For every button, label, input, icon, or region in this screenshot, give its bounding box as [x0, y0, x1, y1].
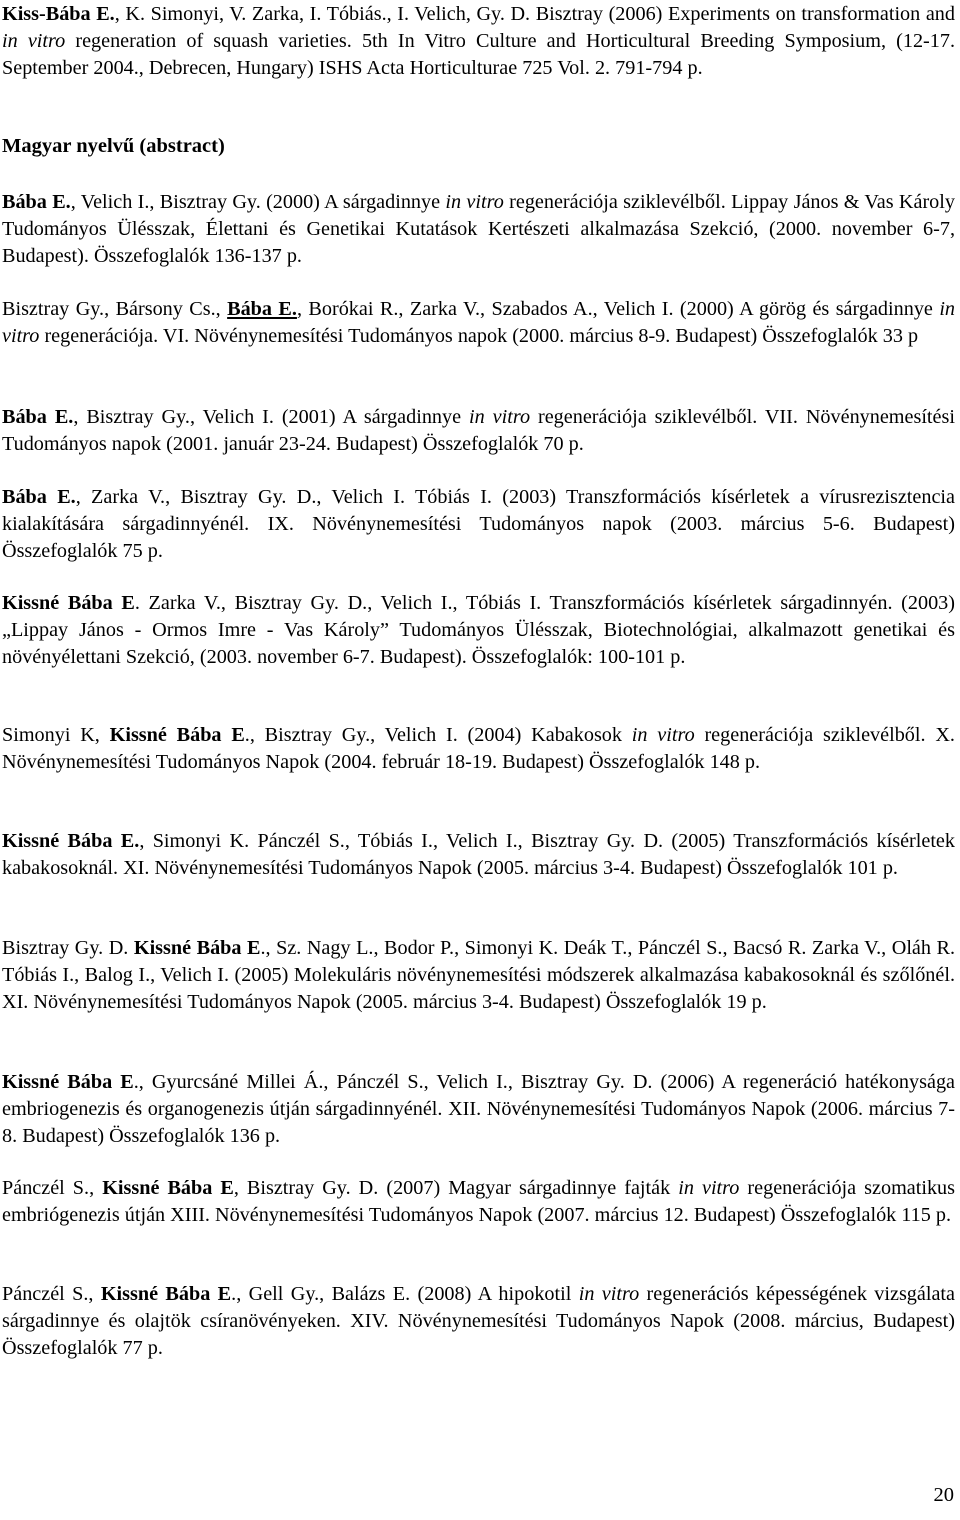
- reference-entry: [2, 590, 955, 671]
- reference-text: regeneration of squash varieties. 5th In Vitro Culture and Horticultural Breeding Symposium, (12-17. September 2004., Debrecen, Hungary) ISHS Acta Horticulturae 725 Vol. 2. 791-794 p.: [2, 30, 955, 79]
- reference-text: , Velich I., Bisztray Gy. (2000) A sárgadinnye: [70, 191, 446, 213]
- reference-text: Bisztray Gy., Bársony Cs.,: [2, 298, 228, 320]
- reference-text: regenerációja szomatikus embriógenezis útján XIII. Növénynemesítési Tudományos Napok (2007. március 12. Budapest) Összefoglalók 115 p.: [2, 1177, 955, 1226]
- author-highlight: Bába E.: [227, 298, 297, 320]
- reference-text: Pánczél S.,: [2, 1177, 103, 1199]
- reference-text: , Borókai R., Zarka V., Szabados A., Velich I. (2000) A görög és sárgadinnye: [296, 298, 940, 320]
- author-highlight: Bába E.: [2, 191, 71, 213]
- reference-text: regenerációs képességének vizsgálata sárgadinnye és olajtök csíranövényeken. XIV. Növénynemesítési Tudományos Napok (2008. március, Budapest) Összefoglalók 77 p.: [2, 1283, 955, 1359]
- author-highlight: Kissné Bába E: [2, 592, 135, 614]
- reference-text: Simonyi K,: [2, 724, 110, 746]
- author-highlight: Bába E.: [2, 486, 76, 508]
- reference-text: , Bisztray Gy. D. (2007) Magyar sárgadinnye fajták: [233, 1177, 679, 1199]
- author-highlight: Kissné Bába E.: [2, 830, 140, 852]
- reference-text: . Zarka V., Bisztray Gy. D., Velich I., Tóbiás I. Transzformációs kísérletek sárgadinnyén. (2003) „Lippay János - Ormos Imre - Vas Károly” Tudományos Ülésszak, Biotechnológiai, alkalmazott genetikai és növényélettani Szekció, (2003. november 6-7. Budapest). Összefoglalók: 100-101 p.: [2, 592, 955, 668]
- reference-entry: [2, 404, 955, 458]
- reference-text: ., Gyurcsáné Millei Á., Pánczél S., Velich I., Bisztray Gy. D. (2006) A regeneráció hatékonysága embriogenezis és organogenezis útján sárgadinnyénél. XII. Növénynemesítési Tudományos Napok (2006. március 7-8. Budapest) Összefoglalók 136 p.: [2, 1071, 955, 1147]
- reference-text: , Zarka V., Bisztray Gy. D., Velich I. Tóbiás I. (2003) Transzformációs kísérletek a vírusrezisztencia kialakítására sárgadinnyénél. IX. Növénynemesítési Tudományos napok (2003. március 5-6. Budapest) Összefoglalók 75 p.: [2, 486, 955, 562]
- reference-text: Pánczél S.,: [2, 1283, 101, 1305]
- reference-entry: [2, 189, 955, 270]
- italic-term: in vitro: [2, 298, 956, 347]
- reference-entry: [2, 722, 955, 776]
- italic-term: in vitro: [678, 1177, 740, 1199]
- reference-text: , K. Simonyi, V. Zarka, I. Tóbiás., I. Velich, Gy. D. Bisztray (2006) Experiments on transformation and: [114, 3, 955, 25]
- reference-text: regenerációja sziklevélből. Lippay János & Vas Károly Tudományos Ülésszak, Élettani és Genetikai Kutatások Kertészeti alkalmazása Szekció, (2000. november 6-7, Budapest). Összefoglalók 136-137 p.: [2, 191, 955, 267]
- reference-entry: [2, 1069, 955, 1150]
- author-highlight: Kissné Bába E: [102, 1177, 234, 1199]
- page-number: 20: [933, 1484, 954, 1506]
- italic-term: in vitro: [631, 724, 695, 746]
- reference-entry: [2, 828, 955, 882]
- reference-entry: [2, 1, 955, 82]
- author-highlight: Kissné Bába E: [2, 1071, 134, 1093]
- reference-text: regenerációja. VI. Növénynemesítési Tudományos napok (2000. március 8-9. Budapest) Összefoglalók 33 p: [39, 325, 919, 347]
- author-highlight: Kiss-Bába E.: [2, 3, 115, 25]
- author-highlight: Kissné Bába E: [109, 724, 245, 746]
- reference-text: ., Sz. Nagy L., Bodor P., Simonyi K. Deák T., Pánczél S., Bacsó R. Zarka V., Oláh R. Tóbiás I., Balog I., Velich I. (2005) Molekuláris növénynemesítési módszerek alkalmazása kabakosoknál és szőlőnél. XI. Növénynemesítési Tudományos Napok (2005. március 3-4. Budapest) Összefoglalók 19 p.: [2, 937, 956, 1013]
- reference-text: ., Bisztray Gy., Velich I. (2004) Kabakosok: [244, 724, 632, 746]
- author-highlight: Kissné Bába E: [100, 1283, 232, 1305]
- italic-term: in vitro: [2, 30, 66, 52]
- reference-text: Bisztray Gy. D.: [2, 937, 134, 959]
- reference-text: ., Gell Gy., Balázs E. (2008) A hipokotil: [231, 1283, 579, 1305]
- author-highlight: Bába E.: [2, 406, 74, 428]
- reference-text: regenerációja sziklevélből. VII. Növénynemesítési Tudományos napok (2001. január 23-24. Budapest) Összefoglalók 70 p.: [2, 406, 955, 455]
- section-heading: Magyar nyelvű (abstract): [2, 135, 225, 157]
- reference-text: , Bisztray Gy., Velich I. (2001) A sárgadinnye: [73, 406, 470, 428]
- italic-term: in vitro: [469, 406, 531, 428]
- reference-entry: [2, 296, 955, 350]
- author-highlight: Kissné Bába E: [133, 937, 261, 959]
- italic-term: in vitro: [445, 191, 504, 213]
- reference-text: , Simonyi K. Pánczél S., Tóbiás I., Velich I., Bisztray Gy. D. (2005) Transzformációs kísérletek kabakosoknál. XI. Növénynemesítési Tudományos Napok (2005. március 3-4. Budapest) Összefoglalók 101 p.: [2, 830, 955, 879]
- reference-entry: [2, 935, 955, 1016]
- reference-entry: [2, 1175, 955, 1229]
- reference-entry: [2, 1281, 955, 1362]
- reference-entry: [2, 484, 955, 565]
- italic-term: in vitro: [578, 1283, 640, 1305]
- reference-text: regenerációja sziklevélből. X. Növénynemesítési Tudományos Napok (2004. február 18-19. Budapest) Összefoglalók 148 p.: [2, 724, 955, 773]
